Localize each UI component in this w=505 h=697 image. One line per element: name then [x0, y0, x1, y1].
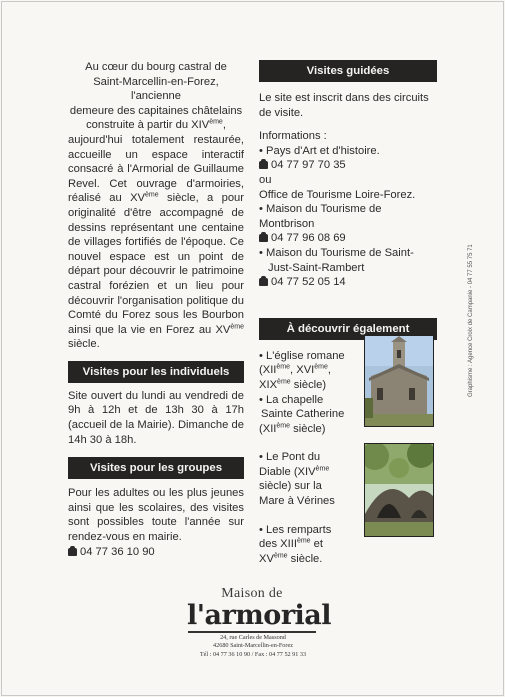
- phone-number: 04 77 36 10 90: [80, 545, 155, 558]
- decouvrir-list: [259, 349, 359, 567]
- intro-line: Au cœur du bourg castral de: [85, 61, 227, 73]
- decouvrir-item: (XIIème siècle): [259, 421, 326, 435]
- decouvrir-item: des XIIIème et: [259, 537, 324, 551]
- superscript: ème: [276, 421, 291, 429]
- decouvrir-item: (XIIème, XVIème,: [259, 363, 332, 377]
- decouvrir-item: Sainte Catherine: [261, 408, 345, 421]
- decouvrir-item: • L'église romane: [259, 349, 345, 362]
- informations-label: Informations :: [259, 130, 327, 143]
- superscript: ème: [277, 378, 291, 386]
- intro-body-text: siècle.: [68, 338, 100, 351]
- superscript: ème: [276, 363, 291, 371]
- intro-line: Saint-Marcellin-en-Forez, l'ancienne: [93, 75, 219, 103]
- superscript: ème: [230, 322, 244, 330]
- intro-body-text: siècle, a pour originalité d'être accompagné de dessins représentant une centaine de villages fortifiés de l'époque. Ce nouvel espace est un point de départ pour découvrir le patrimoine castral forézien et un lieu pour découvrir l'organisation politique du Comté du Forez sous les Bourbon ainsi que la vie en Forez au XV: [68, 192, 244, 336]
- decouvrir-item: • Les remparts: [259, 523, 332, 536]
- groupes-phone: [68, 545, 244, 560]
- individuels-text: Site ouvert du lundi au vendredi de 9h à 12h et de 13h 30 à 17h (accueil de la Mairie). Dimanche de 14h 30 à 18h.: [68, 389, 244, 446]
- phone-icon: [259, 161, 268, 169]
- decouvrir-item: XIXème siècle): [259, 378, 327, 391]
- phone-number: 04 77 97 70 35: [271, 159, 346, 172]
- superscript: ème: [315, 465, 330, 473]
- info-item: • Maison du Tourisme de Montbrison: [259, 203, 382, 230]
- superscript: ème: [209, 118, 223, 126]
- address-contact: Tél : 04 77 36 10 90 / Fax : 04 77 52 91 33: [199, 650, 307, 658]
- church-photo: [364, 335, 434, 427]
- phone-number: 04 77 52 05 14: [271, 276, 346, 289]
- decouvrir-item: • Le Pont du: [259, 451, 321, 464]
- superscript: ème: [296, 537, 311, 545]
- phone-icon: [259, 234, 268, 242]
- intro-text: [68, 60, 244, 352]
- superscript: ème: [314, 363, 328, 371]
- bridge-photo: [364, 443, 434, 537]
- superscript: ème: [273, 552, 288, 560]
- logo-main-text: l'armorial: [187, 600, 332, 631]
- logo-top-text: Maison de: [221, 586, 283, 601]
- address-line: 24, rue Carles de Massond: [220, 634, 286, 641]
- groupes-header: Visites pour les groupes: [68, 457, 244, 479]
- intro-line-text: ,: [222, 119, 226, 132]
- phone-icon: [68, 548, 77, 556]
- decouvrir-item: Mare à Vérines: [259, 495, 335, 508]
- address-block: [188, 634, 318, 659]
- decouvrir-item: Diable (XIVème: [259, 465, 330, 478]
- brochure-page: [1, 1, 504, 696]
- info-ou: ou: [259, 173, 272, 186]
- guidees-header: Visites guidées: [259, 60, 437, 82]
- intro-body-text: aujourd'hui totalement restaurée, accueille un espace interactif consacré à l'Armorial de Guillaume Revel. Cet ouvrage d'armoiries, réalisé au XV: [68, 133, 244, 205]
- info-phone: [259, 275, 437, 290]
- info-item: • Pays d'Art et d'histoire.: [259, 144, 380, 157]
- decouvrir-item: • La chapelle: [259, 393, 324, 406]
- info-phone: [259, 231, 437, 246]
- intro-body: [68, 133, 244, 352]
- intro-line-text: construite à partir du XIV: [86, 119, 210, 132]
- decouvrir-item: siècle) sur la: [259, 480, 322, 493]
- info-phone: [259, 158, 437, 173]
- intro-line: [68, 118, 244, 133]
- info-office: Office de Tourisme Loire-Forez.: [259, 188, 416, 201]
- groupes-text: Pour les adultes ou les plus jeunes ainsi que les scolaires, des visites sont possibles toute l'année sur rendez-vous en mairie.: [68, 487, 244, 544]
- decouvrir-header: À découvrir également: [259, 318, 437, 340]
- intro-line: demeure des capitaines châtelains: [69, 104, 243, 117]
- superscript: ème: [145, 191, 159, 199]
- left-column: [68, 60, 244, 559]
- phone-icon: [259, 278, 268, 286]
- logo-divider: [188, 631, 316, 633]
- guidees-text: Le site est inscrit dans des circuits de visite.: [259, 92, 429, 119]
- individuels-header: Visites pour les individuels: [68, 361, 244, 383]
- info-item: • Maison du Tourisme de Saint-: [259, 246, 414, 259]
- design-credit: Graphisme : Agence Croix de Campanie - 04 77 55 75 71: [468, 244, 474, 397]
- phone-number: 04 77 96 08 69: [271, 232, 346, 245]
- info-item: Just-Saint-Rambert: [268, 261, 365, 274]
- address-line: 42680 Saint-Marcellin-en-Forez: [213, 642, 293, 650]
- maison-armorial-logo: [187, 586, 332, 633]
- decouvrir-item: XVème siècle.: [259, 552, 323, 565]
